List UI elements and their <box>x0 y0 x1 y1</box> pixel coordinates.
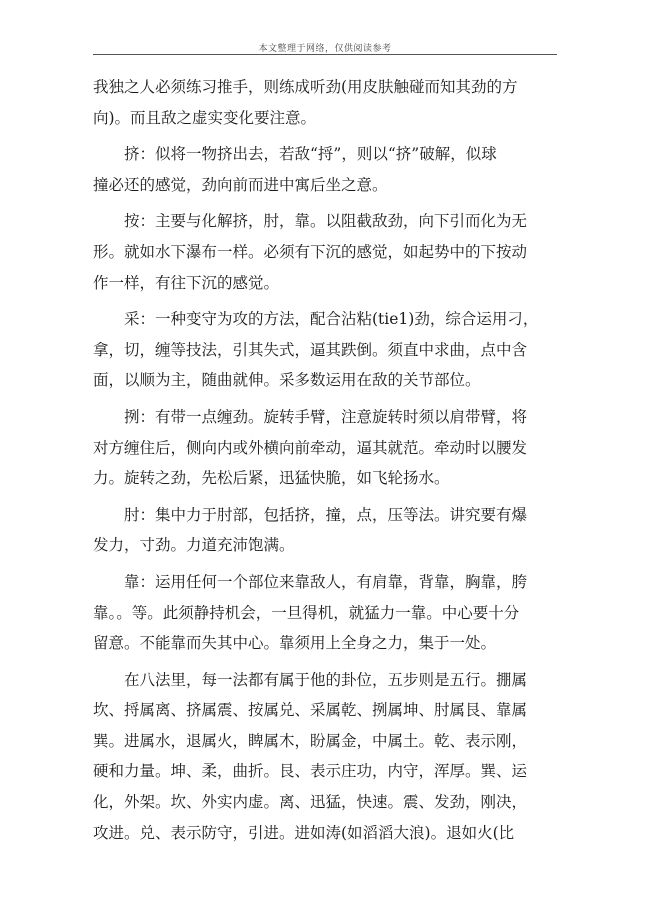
text-line: 向)。而且敌之虚实变化要注意。 <box>93 108 317 127</box>
text-line: 对方缠住后，侧向内或外横向前牵动，逼其就范。牵动时以腰发 <box>93 438 528 457</box>
text-line: 靠。。等。此须静持机会，一旦得机，就猛力一靠。中心要十分 <box>93 603 520 622</box>
text-line: 留意。不能靠而失其中心。靠须用上全身之力，集于一处。 <box>93 634 497 653</box>
text-line: 在八法里，每一法都有属于他的卦位，五步则是五行。掤属 <box>124 670 528 689</box>
paragraph <box>93 206 557 298</box>
text-line: 巽。进属水，退属火，睥属木，盼属金，中属土。乾、表示刚， <box>93 731 528 750</box>
text-line: 作一样，有往下沉的感觉。 <box>93 273 280 292</box>
text-line: 肘：集中力于肘部，包括挤，撞，点，压等法。讲究要有爆 <box>124 505 528 524</box>
header-divider <box>93 54 557 55</box>
text-line: 我独之人必须练习推手，则练成听劲(用皮肤触碰而知其劲的方 <box>93 78 518 96</box>
page-header: 本文整理于网络，仅供阅读参考 <box>258 44 392 54</box>
text-line: 采：一种变守为攻的方法，配合沾粘(tie1)劲，综合运用刁， <box>124 310 539 329</box>
text-line: 形。就如水下瀑布一样。必须有下沉的感觉，如起势中的下按动 <box>93 242 528 261</box>
text-line: 硬和力量。坤、柔，曲折。艮、表示庄功，内守，浑厚。巽、运 <box>93 762 528 781</box>
paragraph <box>93 402 557 494</box>
paragraph <box>93 500 557 561</box>
text-line: 撞必还的感觉，劲向前而进中寓后坐之意。 <box>93 175 388 194</box>
document-body <box>93 72 557 848</box>
text-line: 发力，寸劲。力道充沛饱满。 <box>93 536 295 555</box>
text-line: 力。旋转之劲，先松后紧，迅猛快脆，如飞轮扬水。 <box>93 469 450 488</box>
paragraph <box>93 665 557 849</box>
text-line: 化，外架。坎、外实内虚。离、迅猛，快速。震、发劲，刚决， <box>93 793 528 812</box>
text-line: 挒：有带一点缠劲。旋转手臂，注意旋转时须以肩带臂，将 <box>124 407 528 426</box>
text-line: 靠：运用任何一个部位来靠敌人，有肩靠，背靠，胸靠，胯 <box>124 572 528 591</box>
text-line: 拿，切，缠等技法，引其失式，逼其跌倒。须直中求曲，点中含 <box>93 340 528 359</box>
text-line: 坎、捋属离、挤属震、按属兑、采属乾、挒属坤、肘属艮、靠属 <box>93 701 528 720</box>
paragraph <box>93 304 557 396</box>
text-line: 攻进。兑、表示防守，引进。进如涛(如滔滔大浪)。退如火(比 <box>93 823 515 842</box>
paragraph <box>93 567 557 659</box>
paragraph <box>93 139 557 200</box>
text-line: 挤：似将一物挤出去，若敌“捋”，则以“挤”破解，似球 <box>124 145 497 164</box>
text-line: 按：主要与化解挤，肘，靠。以阻截敌劲，向下引而化为无 <box>124 212 528 231</box>
text-line: 面，以顺为主，随曲就伸。采多数运用在敌的关节部位。 <box>93 371 481 390</box>
paragraph <box>93 72 557 133</box>
